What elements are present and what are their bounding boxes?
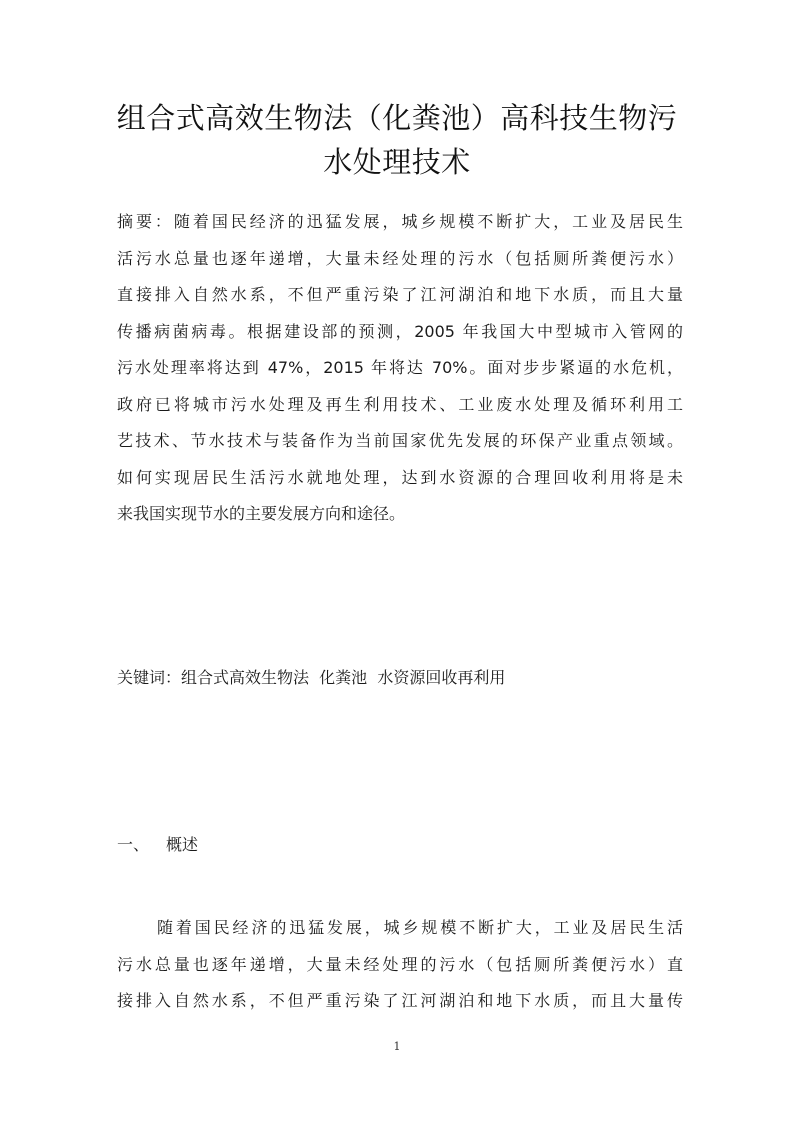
title-line: 组合式高效生物法（化粪池）高科技生物污 <box>116 101 678 135</box>
body-paragraph <box>117 910 683 1020</box>
abstract-line: 政府已将城市污水处理及再生利用技术、工业废水处理及循环利用工 <box>117 394 683 414</box>
body-line: 污水总量也逐年递增，大量未经处理的污水（包括厕所粪便污水）直 <box>117 954 683 974</box>
abstract-line: 摘要：随着国民经济的迅猛发展，城乡规模不断扩大，工业及居民生 <box>117 212 683 231</box>
title-line: 水处理技术 <box>323 145 471 179</box>
abstract-line: 艺技术、节水技术与装备作为当前国家优先发展的环保产业重点领域。 <box>117 431 683 450</box>
body-line: 随着国民经济的迅猛发展，城乡规模不断扩大，工业及居民生活 <box>157 918 683 937</box>
keywords-line: 关键词：组合式高效生物法 化粪池 水资源回收再利用 <box>117 668 506 687</box>
abstract-line: 来我国实现节水的主要发展方向和途径。 <box>117 504 406 523</box>
abstract-line: 如何实现居民生活污水就地处理，达到水资源的合理回收利用将是未 <box>117 467 683 487</box>
document-title <box>100 96 694 184</box>
abstract-line: 污水处理率将达到 47%，2015 年将达 70%。面对步步紧逼的水危机， <box>117 358 683 377</box>
body-line: 接排入自然水系，不但严重污染了江河湖泊和地下水质，而且大量传 <box>117 991 683 1010</box>
abstract-line: 传播病菌病毒。根据建设部的预测，2005 年我国大中型城市入管网的 <box>117 321 683 341</box>
section-heading <box>117 827 198 863</box>
section-number: 一、 <box>117 835 150 854</box>
section-title: 概述 <box>166 835 199 854</box>
abstract-paragraph <box>117 204 683 533</box>
abstract-line: 直接排入自然水系，不但严重污染了江河湖泊和地下水质，而且大量 <box>117 285 683 304</box>
abstract-line: 活污水总量也逐年递增，大量未经处理的污水（包括厕所粪便污水） <box>117 248 683 268</box>
page-number: 1 <box>393 1040 401 1053</box>
